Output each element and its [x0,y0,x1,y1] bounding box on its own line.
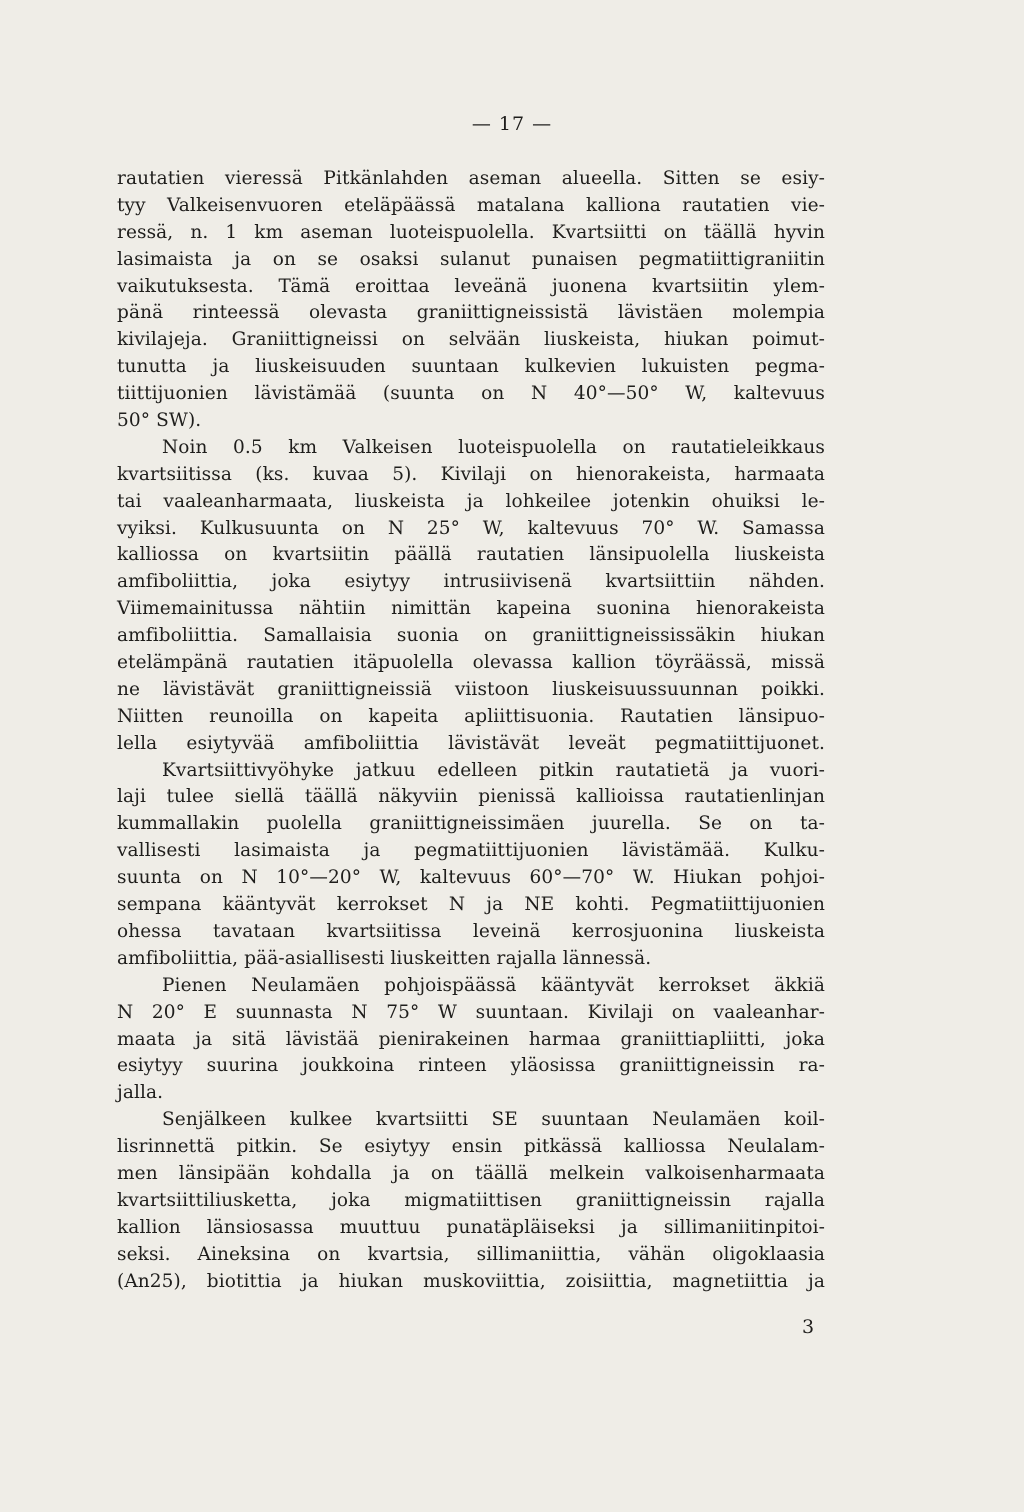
text-line: tai vaaleanharmaata, liuskeista ja lohkeilee jotenkin ohuiksi le- [117,490,825,512]
text-line: amfiboliittia. Samallaisia suonia on graniittigneississäkin hiukan [117,625,825,647]
text-line: N 20° E suunnasta N 75° W suuntaan. Kivilaji on vaaleanhar- [117,1001,825,1023]
text-line: 50° SW). [117,410,202,432]
text-line: (An25), biotittia ja hiukan muskoviittia, zoisiittia, magnetiittia ja [117,1270,825,1292]
page-number-header: — 17 — [471,113,553,135]
text-line: tyy Valkeisenvuoren eteläpäässä matalana kalliona rautatien vie- [117,194,825,216]
text-line: lisrinnettä pitkin. Se esiytyy ensin pitkässä kalliossa Neulalam- [117,1136,825,1158]
text-line: esiytyy suurina joukkoina rinteen yläosissa graniittigneissin ra- [117,1055,825,1077]
text-line: lasimaista ja on se osaksi sulanut punaisen pegmatiittigraniitin [117,248,825,270]
text-line: amfiboliittia, pää-asiallisesti liuskeitten rajalla lännessä. [117,947,652,969]
text-line: Pienen Neulamäen pohjoispäässä kääntyvät kerrokset äkkiä [162,974,825,996]
text-line: Niitten reunoilla on kapeita apliittisuonia. Rautatien länsipuo- [117,705,825,727]
text-line: pänä rinteessä olevasta graniittigneissistä lävistäen molempia [117,302,825,324]
text-line: vallisesti lasimaista ja pegmatiittijuonien lävistämää. Kulku- [117,840,825,862]
text-line: kalliossa on kvartsiitin päällä rautatien länsipuolella liuskeista [117,544,825,566]
text-line: suunta on N 10°—20° W, kaltevuus 60°—70° W. Hiukan pohjoi- [117,867,825,889]
text-line: maata ja sitä lävistää pienirakeinen harmaa graniittiapliitti, joka [117,1028,825,1050]
text-line: ne lävistävät graniittigneissiä viistoon liuskeisuussuunnan poikki. [117,678,825,700]
text-line: kallion länsiosassa muuttuu punatäpläiseksi ja sillimaniitinpitoi- [117,1216,825,1238]
body-text [117,166,825,1295]
text-line: ohessa tavataan kvartsiitissa leveinä kerrosjuonina liuskeista [117,920,825,942]
text-line: etelämpänä rautatien itäpuolella olevassa kallion töyräässä, missä [117,652,825,674]
text-line: kvartsiittiliusketta, joka migmatiittisen graniittigneissin rajalla [117,1189,825,1211]
text-line: Viimemainitussa nähtiin nimittän kapeina suonina hienorakeista [117,598,825,620]
text-line: vaikutuksesta. Tämä eroittaa leveänä juonena kvartsiitin ylem- [117,275,825,297]
text-line: rautatien vieressä Pitkänlahden aseman alueella. Sitten se esiy- [117,168,825,189]
text-line: amfiboliittia, joka esiytyy intrusiivisenä kvartsiittiin nähden. [117,571,825,593]
text-line: lella esiytyvää amfiboliittia lävistävät leveät pegmatiittijuonet. [117,732,825,754]
text-line: sempana kääntyvät kerrokset N ja NE kohti. Pegmatiittijuonien [117,894,825,916]
signature-mark: 3 [802,1316,815,1338]
text-line: Senjälkeen kulkee kvartsiitti SE suuntaan Neulamäen koil- [162,1109,825,1131]
text-line: kummallakin puolella graniittigneissimäen juurella. Se on ta- [117,813,825,835]
text-line: ressä, n. 1 km aseman luoteispuolella. Kvartsiitti on täällä hyvin [117,221,825,243]
text-line: vyiksi. Kulkusuunta on N 25° W, kaltevuus 70° W. Samassa [117,517,825,539]
text-line: tunutta ja liuskeisuuden suuntaan kulkevien lukuisten pegma- [117,356,825,378]
text-line: men länsipään kohdalla ja on täällä melkein valkoisenharmaata [117,1162,825,1184]
text-line: tiittijuonien lävistämää (suunta on N 40°—50° W, kaltevuus [117,383,825,405]
text-line: kivilajeja. Graniittigneissi on selvään liuskeista, hiukan poimut- [117,329,825,351]
text-line: kvartsiitissa (ks. kuvaa 5). Kivilaji on hienorakeista, harmaata [117,463,825,485]
text-line: seksi. Aineksina on kvartsia, sillimaniittia, vähän oligoklaasia [117,1243,825,1265]
text-line: jalla. [117,1082,164,1104]
text-line: laji tulee siellä täällä näkyviin pienissä kallioissa rautatienlinjan [117,786,825,808]
text-line: Noin 0.5 km Valkeisen luoteispuolella on rautatieleikkaus [162,436,825,458]
text-line: Kvartsiittivyöhyke jatkuu edelleen pitkin rautatietä ja vuori- [162,759,825,781]
